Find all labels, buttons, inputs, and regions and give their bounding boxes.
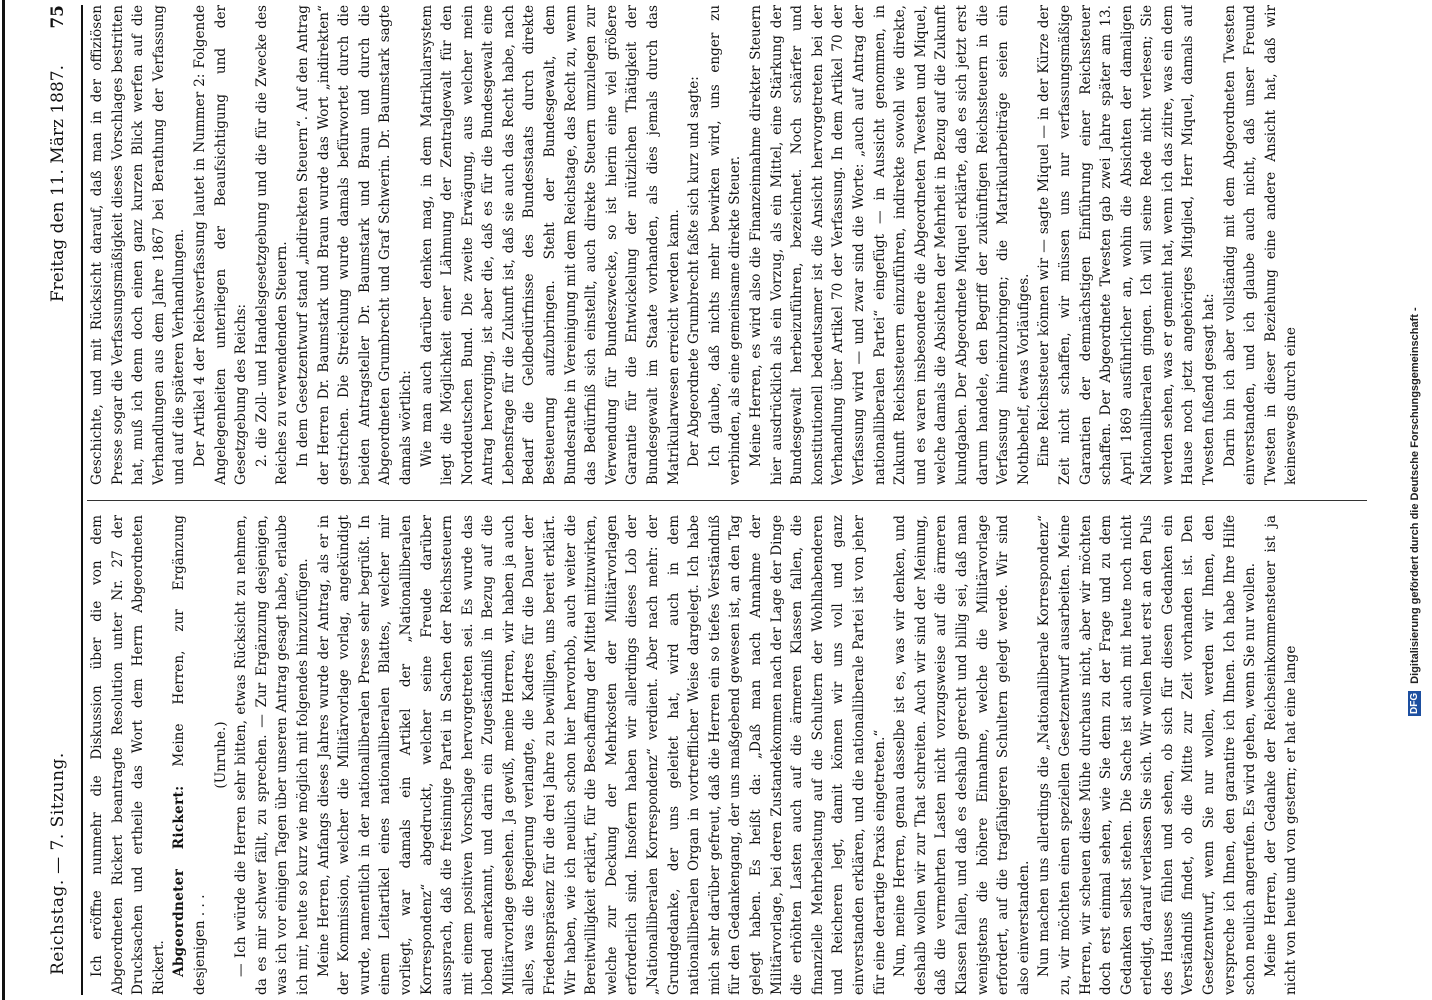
paragraph: Der Abgeordnete Grumbrecht faßte sich kurz und sagte: — [686, 76, 703, 467]
header-title: Reichstag. — [48, 879, 68, 975]
paragraph: Der Artikel 4 der Reichsverfassung lautet in Nummer 2: Folgende Angelegenheiten unterliegen der Beaufsichtigung und der Gesetzgebung des Reichs: — [191, 5, 250, 485]
paragraph: Meine Herren, der Gedanke der Reichseinkommensteuer ist ja nicht von heute und von gestern; er hat eine lange — [1262, 515, 1300, 995]
paragraph: 2. die Zoll- und Handelsgesetzgebung und die für die Zwecke des Reiches zu verwendenden Steuern. — [253, 5, 291, 485]
header-left — [35, 752, 81, 975]
paragraph: Geschichte, und mit Rücksicht darauf, daß man in der offiziösen Presse sogar die Verfassungsmäßigkeit dieses Vorschlages bestritten hat, muß ich denn doch einen ganz kurzen Blick werfen auf die Verhandlungen aus dem Jahre 1867 bei Berathung der Verfassung und auf die späteren Verhandlungen. — [89, 5, 188, 485]
paragraph: Ich eröffne nunmehr die Diskussion über die von dem Abgeordneten Rickert beantragte Resolution unter Nr. 27 der Drucksachen und ertheile das Wort dem Herrn Abgeordneten Rickert. — [89, 515, 167, 995]
paragraph: Nun machen uns allerdings die „Nationalliberale Korrespondenz“ zu, wir möchten einen speziellen Gesetzentwurf ausarbeiten. Meine Herren, wir scheuen diese Mühe durchaus nicht, aber wir möchten doch erst einmal sehen, wie Sie denn zu der Frage und zu dem Gedanken selbst stehen. Die Sache ist auch mit heute noch nicht erledigt, darauf verlassen Sie sich. Wir wollen heut erst an den Puls des Hauses fühlen und sehen, ob sich für diesen Gedanken ein Verständniß findet, ob die Mitte zur Zeit vorhanden ist. Den Gesetzentwurf, wenn Sie nur wollen, werden wir Ihnen, den verspreche ich Ihnen, den garantire ich Ihnen. Ich habe Ihre Hilfe schon neulich angerufen. Es wird gehen, wenn Sie nur wollen. — [1036, 515, 1259, 995]
speaker-paragraph — [169, 515, 210, 995]
text-column-right — [87, 5, 1367, 485]
digitization-note — [1408, 16, 1426, 716]
text-columns — [87, 5, 1367, 995]
speaker-name: Abgeordneter Rickert: — [171, 785, 188, 977]
paragraph: In dem Gesetzentwurf stand „indirekten Steuern“. Auf den Antrag der Herren Dr. Baumstark und Braun wurde das Wort „indirekten“ gestrichen. Die Streichung wurde damals befürwortet durch die beiden Antragsteller Dr. Baumstark und Braun und durch die Abgeordneten Grumbrecht und Graf Schwerin. Dr. Baumstark sagte damals wörtlich: — [294, 5, 414, 485]
paragraph: Meine Herren, Anfangs dieses Jahres wurde der Antrag, als er in der Kommission, welcher die Militärvorlage vorlag, angekündigt wurde, namentlich in der nationalliberalen Presse sehr begrüßt. In einem Leitartikel eines nationalliberalen Blattes, welcher mir vorliegt, war damals ein Artikel der „Nationalliberalen Korrespondenz“ abgedruckt, welcher seine Freude darüber aussprach, daß die freisinnige Partei in Sachen der Reichssteuern mit einem positiven Vorschlage hervorgetreten sei. Es wurde das lobend anerkannt, und darin ein Zugeständniß in Bezug auf die Militärvorlage gesehen. Ja gewiß, meine Herren, wir haben ja auch alles, was die Regierung verlangte, die Kadres für die Dauer der Friedenspräsenz für die drei Jahre zu bewilligen, uns bereit erklärt. Wir haben, wie ich neulich schon hier hervorhob, auch weiter die Bereitwilligkeit erklärt, für die Beschaffung der Mittel mitzuwirken, welche zur Deckung der Mehrkosten der Militärvorlagen erforderlich sind. Insofern haben wir allerdings dieses Lob der „Nationalliberalen Korrespondenz“ verdient. Aber nach mehr: der Grundgedanke, der uns geleitet hat, wird auch in dem nationalliberalen Organ in vortrefflicher Weise dargelegt. Ich habe mich sehr darüber gefreut, daß die Herren ein so tiefes Verständniß für den Gedankengang, der uns maßgebend gewesen ist, an den Tag gelegt haben. Es heißt da: „Daß man nach Annahme der Militärvorlage, bei deren Zustandekommen nach der Lage der Dinge die erhöhten Lasten auch auf die ärmeren Klassen fallen, die finanzielle Mehrbelastung auf die Schultern der Wohlhabenderen und Reicheren legt, damit können wir uns voll und ganz einverstanden erklären, und die nationalliberale Partei ist von jeher für eine derartige Praxis eingetreten.“ — [315, 515, 888, 995]
paragraph: Meine Herren, es wird also die Finanzeinnahme direkter Steuern hier ausdrücklich als ein Vorzug, als ein Mittel, eine Stärkung der Bundesgewalt herbeizuführen, bezeichnet. Noch schärfer und konstitutionell bedeutsamer ist die Ansicht hervorgetreten bei der Verhandlung über Artikel 70 der Verfassung. In dem Artikel 70 der Verfassung wird — und zwar sind die Worte: „auch auf Antrag der nationalliberalen Partei“ eingefügt — in Aussicht genommen, in Zukunft Reichssteuern einzuführen, indirekte sowohl wie direkte, und es waren insbesondere die Abgeordneten Twesten und Miquel, welche damals die Absichten der Mehrheit in Bezug auf die Zukunft kundgaben. Der Abgeordnete Miquel erklärte, daß es sich jetzt erst darum handele, den Begriff der zukünftigen Reichssteuern in die Verfassung hineinzubringen; die Matrikularbeiträge seien ein Nothbehelf, etwas Vorläufiges. — [748, 5, 1032, 485]
header-session: — 7. Sitzung. — [48, 752, 68, 874]
page-number: 75 — [48, 5, 68, 29]
paragraph: Darin bin ich aber vollständig mit dem Abgeordneten Twesten einverstanden, und ich glaube auch nicht, daß unser Freund Twesten in dieser Beziehung eine andere Ansicht hat, daß wir keineswegs durch eine — [1221, 5, 1300, 485]
scan-border — [2, 0, 5, 1000]
paragraph: Nun, meine Herren, genau dasselbe ist es, was wir denken, und deshalb wollen wir zur That schreiten. Auch wir sind der Meinung, daß die vermehrten Lasten nicht vorzugsweise auf die ärmeren Klassen fallen, und daß es deshalb gerecht und billig sei, daß man wenigstens die höhere Einnahme, welche die Militärvorlage erfordert, auf die tragfähigeren Schultern gelegt werde. Wir sind also einverstanden. — [892, 515, 1032, 995]
speaker-text: Meine Herren, zur Ergänzung desjenigen . . . — [171, 515, 208, 995]
text-column-left — [87, 515, 1367, 995]
header-rule — [81, 5, 83, 995]
paragraph: — Ich würde die Herren sehr bitten, etwas Rücksicht zu nehmen, da es mir schwer fällt, zu sprechen. — Zur Ergänzung desjenigen, was ich vor einigen Tagen über unseren Antrag gesagt habe, erlaube ich mir, heute so kurz wie möglich mit folgendes hinzuzufügen. — [233, 515, 311, 995]
paragraph: Ich glaube, daß nichts mehr bewirken wird, uns enger zu verbinden, als eine gemeinsame direkte Steuer. — [706, 5, 744, 485]
digitization-note-text: Digitalisierung gefördert durch die Deutsche Forschungsgemeinschaft - — [1409, 307, 1421, 684]
paragraph: Eine Reichssteuer können wir — sagte Miquel — in der Kürze der Zeit nicht schaffen, wir müssen uns nur verfassungsmäßige Garantien der demnächstigen Einführung einer Reichssteuer schaffen. Der Abgeordnete Twesten gab zwei Jahre später am 13. April 1869 ausführlicher an, wohin die Absichten der damaligen Nationalliberalen gingen. Ich will seine Rede nicht verlesen; Sie werden sehen, was er gemeint hat, wenn ich das zitire, was ein dem Hause noch jetzt angehöriges Mitglied, Herr Miquel, damals auf Twesten fußend gesagt hat: — [1036, 5, 1218, 485]
column-divider — [87, 500, 1367, 501]
page-header — [35, 5, 81, 995]
header-date: Freitag den 11. März 1887. — [48, 65, 68, 303]
stage-direction: (Unruhe.) — [212, 721, 229, 789]
paragraph: Wie man auch darüber denken mag, in dem Matrikularsystem liegt die Möglichkeit einer Lähmung der Zentralgewalt für den Norddeutschen Bund. Die zweite Erwägung, aus welcher mein Antrag hervorging, ist aber die, daß es für die Bundesgewalt eine Lebensfrage für die Zukunft ist, daß sie auch das Recht habe, nach Bedarf die Geldbedürfnisse des Bundesstaats durch direkte Besteuerung aufzubringen. Steht der Bundesgewalt, dem Bundesrathe in Vereinigung mit dem Reichstage, das Recht zu, wenn das Bedürfniß sich einstellt, auch direkte Steuern umzulegen zur Verwendung für Bundeszwecke, so ist hierin eine viel größere Garantie für die Entwickelung der nützlichen Thätigkeit der Bundesgewalt im Staate vorhanden, als dies jemals durch das Matrikularwesen erreicht werden kann. — [418, 5, 682, 485]
rotated-page-content — [35, 5, 1375, 995]
dfg-logo: DFG — [1409, 692, 1420, 714]
